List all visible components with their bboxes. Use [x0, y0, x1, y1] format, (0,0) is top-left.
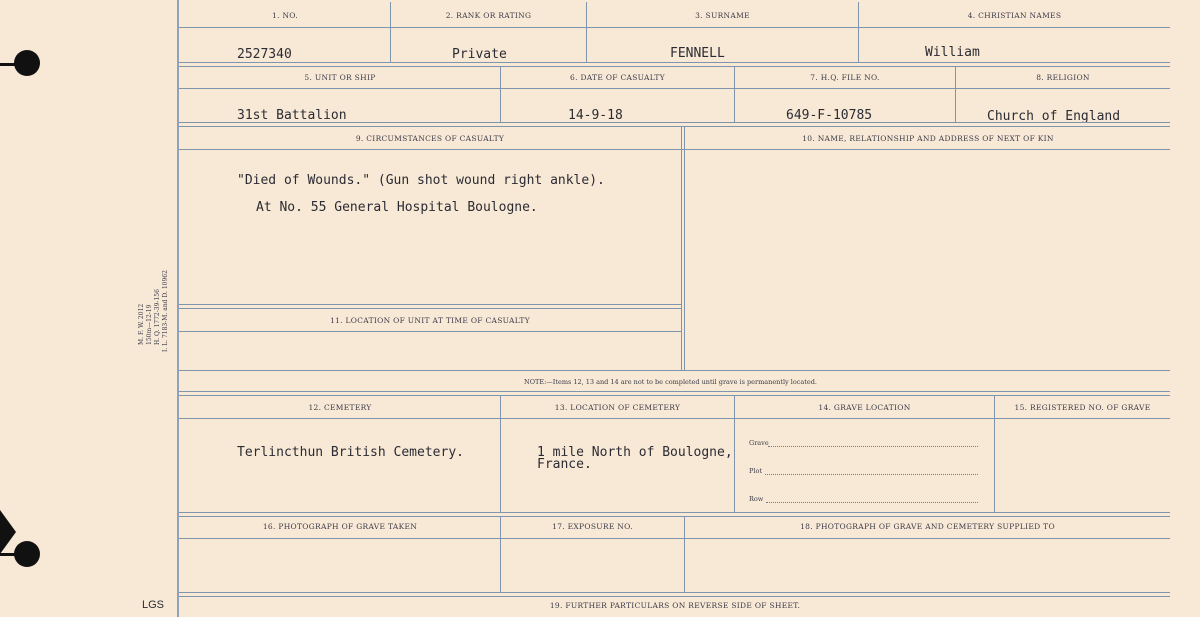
row-dotted-line	[766, 502, 978, 503]
side-print-line3: H. Q. 1772-39-156	[154, 289, 161, 345]
side-print-line4: I. L. 7183-M. and D. 10962	[162, 270, 169, 352]
side-print-line1: M. F. W. 2012	[138, 303, 145, 345]
label-date: 6. DATE OF CASUALTY	[570, 73, 665, 82]
label-location-of-unit: 11. LOCATION OF UNIT AT TIME OF CASUALTY	[330, 316, 530, 325]
label-further-particulars: 19. FURTHER PARTICULARS ON REVERSE SIDE OF SHEET.	[549, 601, 801, 610]
value-unit: 31st Battalion	[237, 108, 347, 123]
rule	[179, 88, 1170, 89]
rule	[500, 395, 501, 512]
value-no: 2527340	[237, 47, 292, 62]
label-no: 1. NO.	[272, 11, 298, 20]
rule	[179, 62, 1170, 67]
value-hq-file: 649-F-10785	[786, 108, 873, 123]
label-row: Row	[749, 495, 764, 503]
label-next-of-kin: 10. NAME, RELATIONSHIP AND ADDRESS OF NEXT OF KIN	[802, 134, 1054, 143]
value-rank: Private	[452, 47, 507, 62]
rule	[681, 126, 682, 370]
rule	[179, 27, 1170, 28]
label-cemetery: 12. CEMETERY	[308, 403, 372, 412]
side-print-line2: 150m—12-19	[146, 304, 153, 345]
rule	[734, 395, 735, 512]
label-grave-location: 14. GRAVE LOCATION	[818, 403, 911, 412]
label-registered-no: 15. REGISTERED NO. OF GRAVE	[1014, 403, 1151, 412]
value-circumstances-line1: "Died of Wounds." (Gun shot wound right ankle).	[237, 173, 605, 188]
corner-mark: LGS	[142, 599, 165, 611]
label-christian-names: 4. CHRISTIAN NAMES	[967, 11, 1062, 20]
rule	[684, 126, 685, 370]
note-items-12-14: NOTE:—Items 12, 13 and 14 are not to be completed until grave is permanently located.	[524, 378, 817, 386]
label-hq-file: 7. H.Q. FILE NO.	[810, 73, 880, 82]
label-photo-taken: 16. PHOTOGRAPH OF GRAVE TAKEN	[262, 522, 418, 531]
label-plot: Plot	[749, 467, 762, 475]
binder-hole-bottom	[14, 541, 40, 567]
label-rank: 2. RANK OR RATING	[445, 11, 532, 20]
label-cemetery-location: 13. LOCATION OF CEMETERY	[554, 403, 681, 412]
rule	[179, 149, 1170, 150]
value-surname: FENNELL	[670, 46, 725, 61]
value-cemetery: Terlincthun British Cemetery.	[237, 445, 464, 460]
value-religion: Church of England	[987, 109, 1121, 124]
label-religion: 8. RELIGION	[1036, 73, 1090, 82]
rule	[179, 418, 1170, 419]
grave-dotted-line	[768, 446, 978, 447]
label-exposure: 17. EXPOSURE NO.	[552, 522, 633, 531]
value-cemetery-location-line1: 1 mile North of Boulogne,	[537, 445, 733, 460]
rule	[179, 512, 1170, 517]
rule	[994, 395, 995, 512]
rule	[179, 592, 1170, 597]
rule	[179, 331, 682, 332]
rule	[179, 370, 1170, 371]
value-cemetery-location-line2: France.	[537, 457, 592, 472]
value-circumstances-line2: At No. 55 General Hospital Boulogne.	[256, 200, 538, 215]
label-circumstances: 9. CIRCUMSTANCES OF CASUALTY	[355, 134, 505, 143]
binder-hole-top	[14, 50, 40, 76]
rule	[179, 391, 1170, 396]
label-photo-supplied: 18. PHOTOGRAPH OF GRAVE AND CEMETERY SUPPLIED TO	[800, 522, 1055, 531]
label-surname: 3. SURNAME	[695, 11, 750, 20]
rule	[179, 304, 682, 309]
rule	[179, 538, 1170, 539]
label-grave: Grave	[749, 439, 769, 447]
label-unit: 5. UNIT OR SHIP	[304, 73, 376, 82]
rule	[179, 122, 1170, 127]
binder-notch	[0, 510, 16, 554]
plot-dotted-line	[765, 474, 978, 475]
value-date: 14-9-18	[568, 108, 623, 123]
value-christian-names: William	[925, 45, 980, 60]
